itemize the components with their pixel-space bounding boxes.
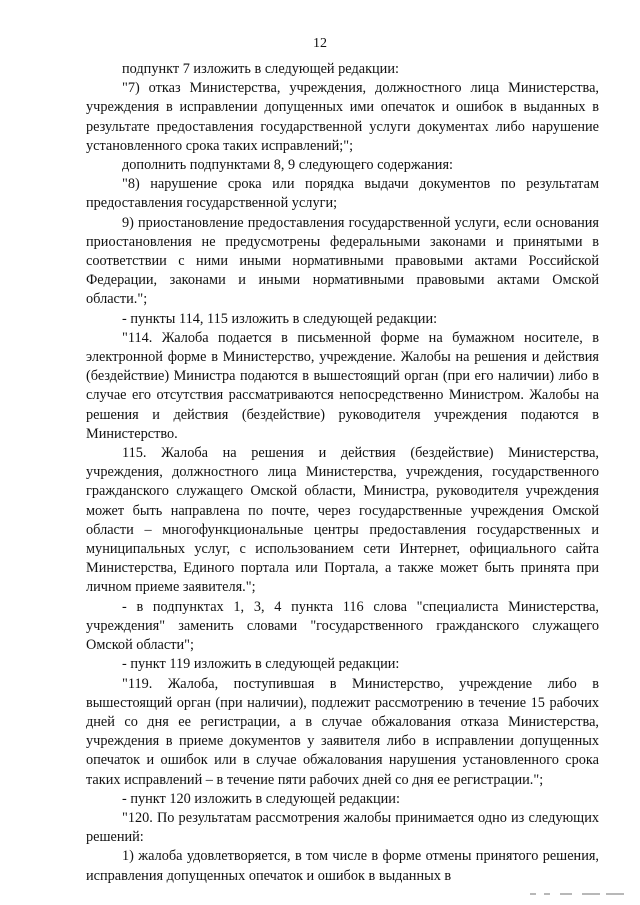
page-number: 12	[313, 36, 327, 51]
paragraph-9	[86, 598, 599, 656]
paragraph-1	[86, 60, 599, 79]
paragraph-text: подпункт 7 изложить в следующей редакции:	[122, 61, 399, 77]
paragraph-text: - пункт 120 изложить в следующей редакции:	[122, 790, 400, 807]
paragraph-text: 9) приостановление предоставления государственной услуги, если основания приостановления не предусмотрены федеральными законами и принятыми в соответствии с ними иными нормативными правовыми актами Российской Федерации, законами и иными нормативными правовыми актами Омской области.";	[86, 214, 599, 308]
paragraph-14	[86, 847, 599, 885]
scan-artifact-marks	[530, 891, 626, 897]
paragraph-3	[86, 156, 599, 175]
paragraph-6	[86, 310, 599, 329]
paragraph-text: 115. Жалоба на решения и действия (бездействие) Министерства, учреждения, должностного лица Министерства, учреждения, государственного гражданского служащего Омской области, Министра, руководителя учреждения может быть направлена по почте, через государственные учреждения Омской области – многофункциональные центры предоставления государственных и муниципальных услуг, с использованием сети Интернет, официального сайта Министерства, Единого портала или Портала, а также может быть принята при личном приеме заявителя.";	[86, 445, 599, 596]
paragraph-7	[86, 329, 599, 444]
paragraph-12	[86, 790, 599, 809]
document-body	[86, 60, 599, 886]
paragraph-5	[86, 214, 599, 310]
paragraph-2	[86, 79, 599, 156]
paragraph-11	[86, 675, 599, 790]
paragraph-10	[86, 655, 599, 674]
paragraph-13	[86, 809, 599, 847]
paragraph-8	[86, 444, 599, 598]
paragraph-text: "7) отказ Министерства, учреждения, должностного лица Министерства, учреждения в исправлении допущенных ими опечаток и ошибок в выданных в результате предоставления государственной услуги документах либо нарушение установленного срока таких исправлений;";	[86, 80, 599, 154]
paragraph-4	[86, 175, 599, 213]
paragraph-text: - в подпунктах 1, 3, 4 пункта 116 слова "специалиста Министерства, учреждения" заменить словами "государственного гражданского служащего Омской области";	[86, 598, 599, 654]
paragraph-text: - пункт 119 изложить в следующей редакции:	[122, 656, 400, 673]
paragraph-text: - пункты 114, 115 изложить в следующей редакции:	[122, 310, 438, 327]
paragraph-text: дополнить подпунктами 8, 9 следующего содержания:	[122, 157, 453, 174]
paragraph-text: "8) нарушение срока или порядка выдачи документов по результатам предоставления государственной услуги;	[86, 176, 599, 212]
paragraph-text: 1) жалоба удовлетворяется, в том числе в форме отмены принятого решения, исправления допущенных опечаток и ошибок в выданных в	[86, 848, 599, 884]
paragraph-text: "114. Жалоба подается в письменной форме на бумажном носителе, в электронной форме в Министерство, учреждение. Жалобы на решения и действия (бездействие) Министра подаются в вышестоящий орган (при его наличии) либо в случае его отсутствия рассматриваются непосредственно Министром. Жалобы на решения и действия (бездействие) руководителя учреждения подаются в Министерство.	[86, 329, 599, 442]
paragraph-text: "120. По результатам рассмотрения жалобы принимается одно из следующих решений:	[86, 809, 599, 846]
paragraph-text: "119. Жалоба, поступившая в Министерство, учреждение либо в вышестоящий орган (при наличии), подлежит рассмотрению в течение 15 рабочих дней со дня ее регистрации, а в случае обжалования отказа Министерства, учреждения в приеме документов у заявителя либо в исправлении допущенных опечаток и ошибок или в случае обжалования нарушения установленного срока таких исправлений – в течение пяти рабочих дней со дня ее регистрации.";	[86, 675, 599, 788]
